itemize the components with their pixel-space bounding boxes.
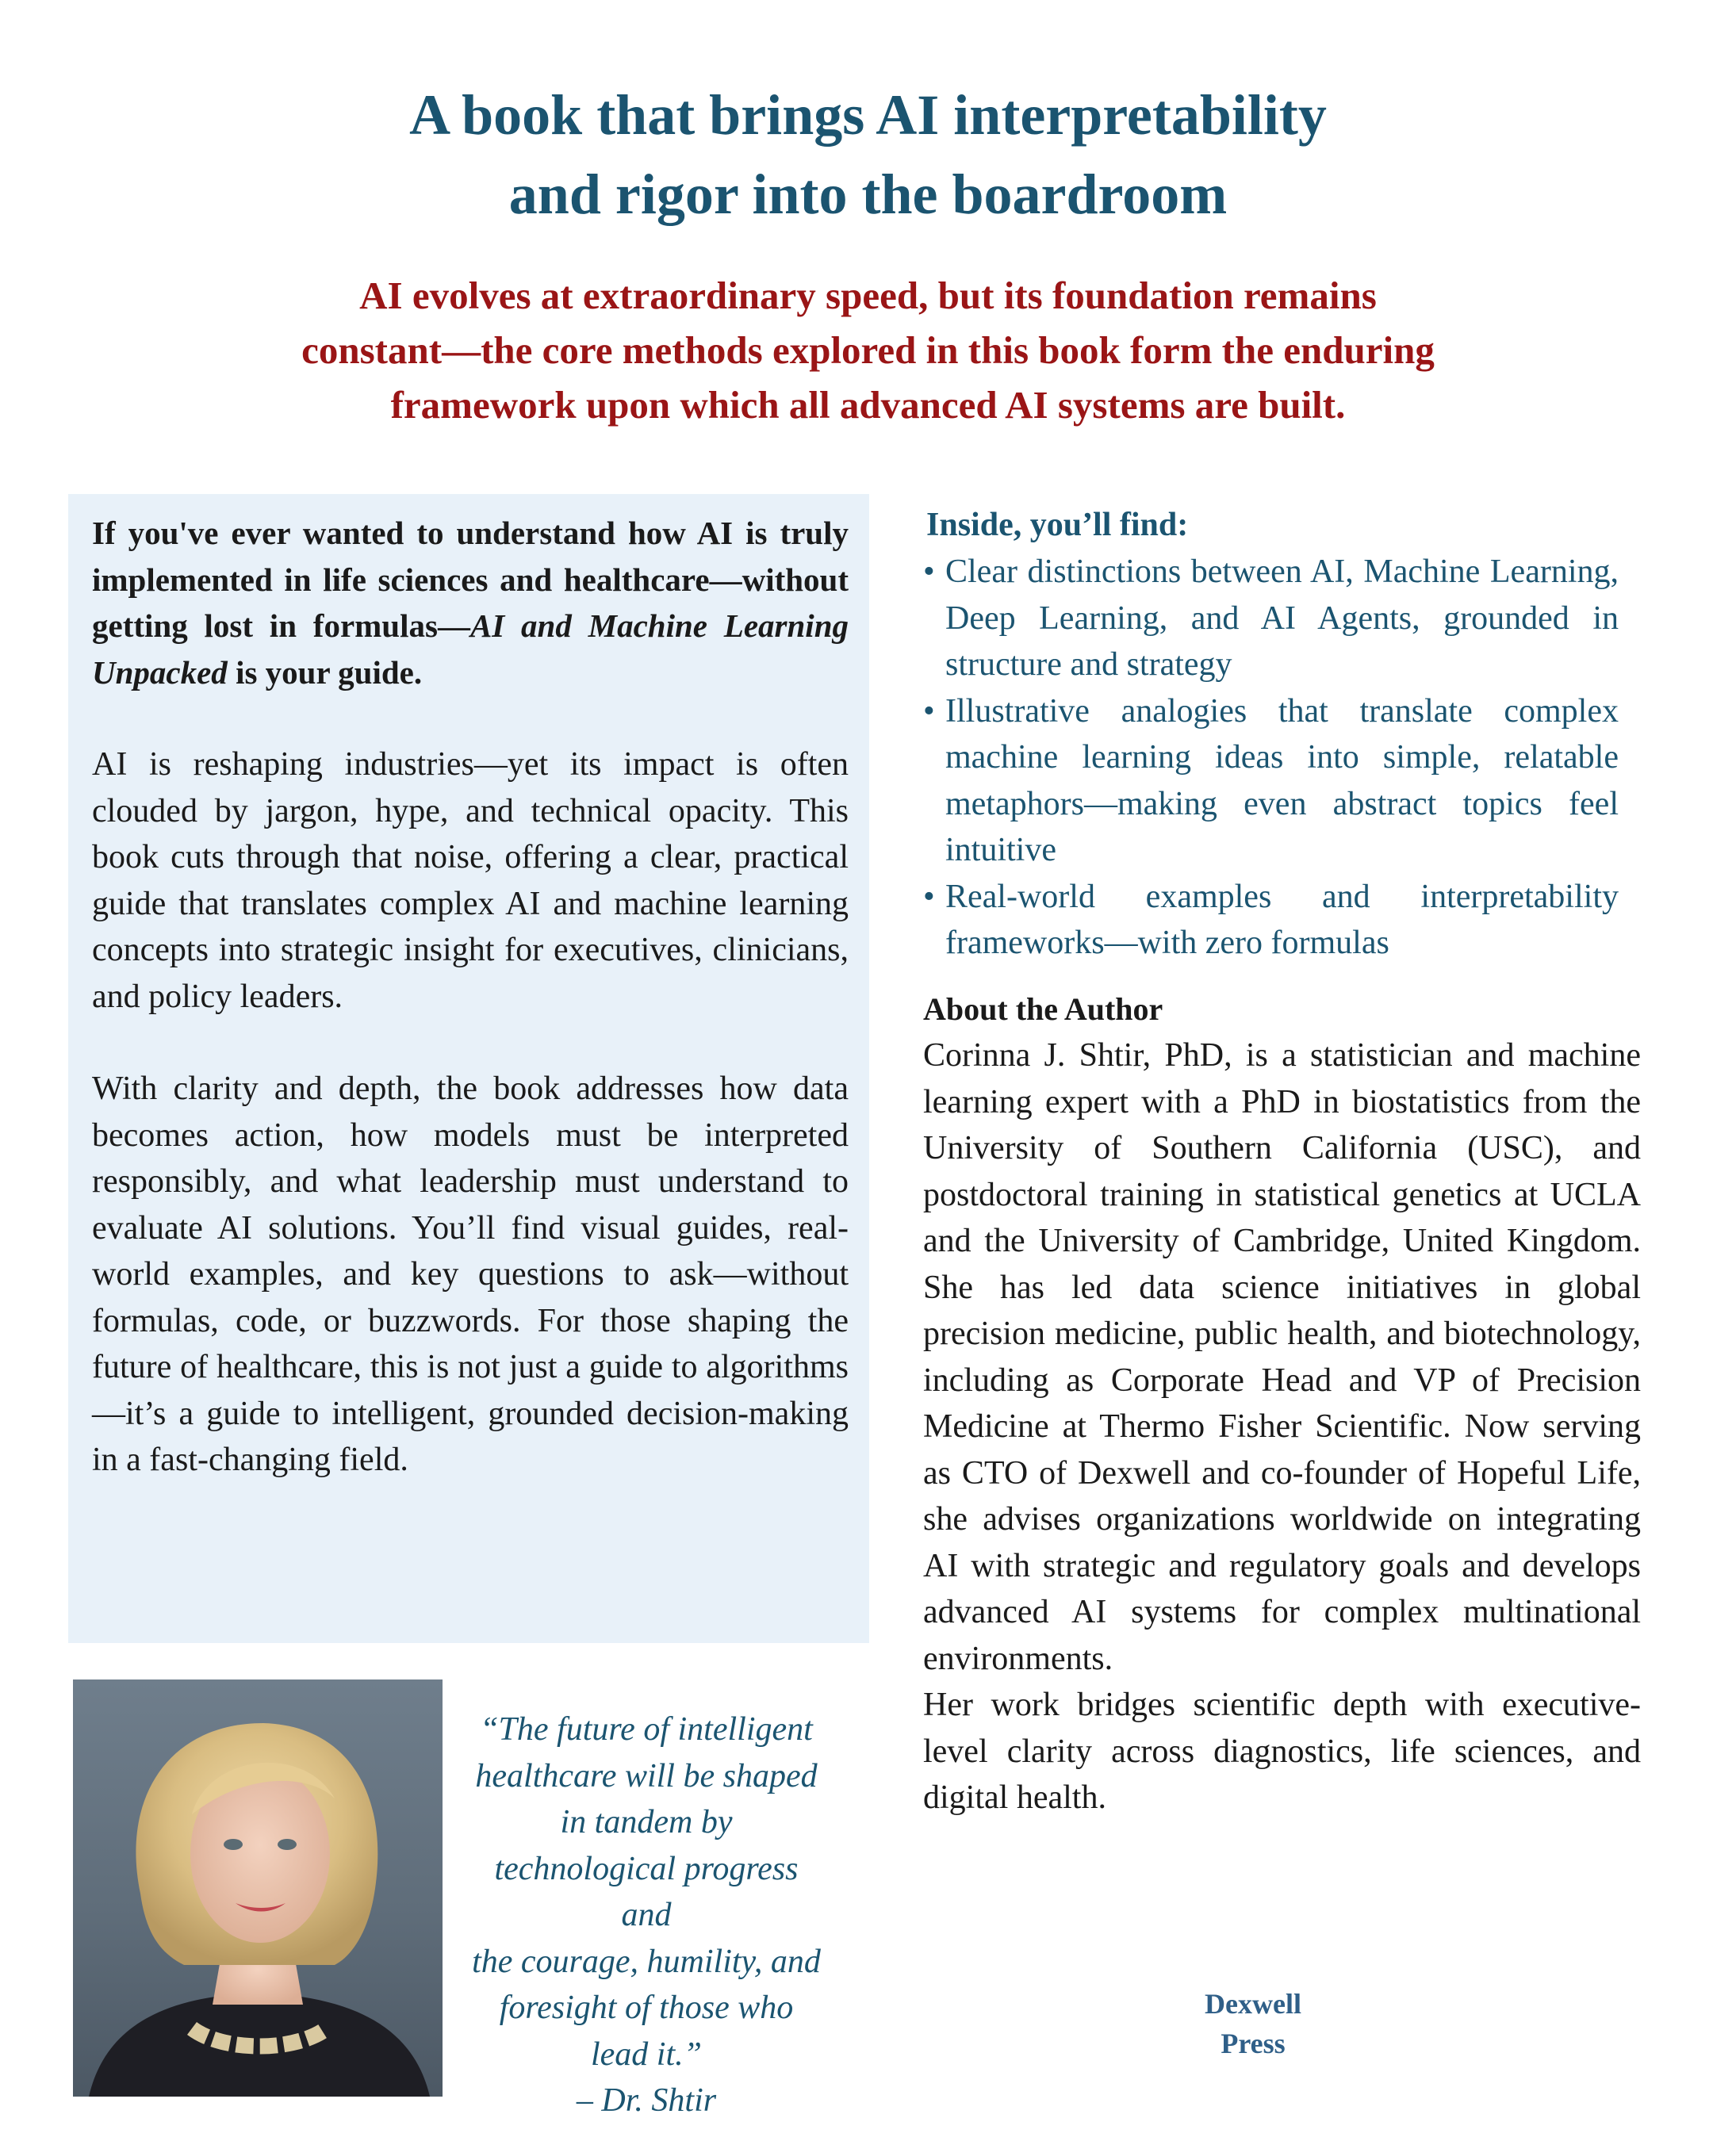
title-line-2: and rigor into the boardroom: [508, 163, 1228, 226]
bullet-icon: •: [923, 692, 935, 730]
inside-list: [923, 549, 1619, 967]
publisher-name: [1142, 1984, 1364, 2063]
bullet-icon: •: [923, 553, 935, 590]
quote-line: technological progress and: [494, 1850, 799, 1933]
about-author-heading: About the Author: [923, 991, 1163, 1027]
subtitle-line-3: framework upon which all advanced AI systems are built.: [390, 383, 1346, 427]
quote-line: “The future of intelligent: [480, 1711, 813, 1748]
about-paragraph-1: Corinna J. Shtir, PhD, is a statistician and machine learning expert with a PhD in biostatistics from the University of Southern California (USC), and postdoctoral training in statistical genetics at UCLA and the University of Cambridge, United Kingdom. She has led data science initiatives in global precision medicine, public health, and biotechnology, including as Corporate Head and VP of Precision Medicine at Thermo Fisher Scientific. Now serving as CTO of Dexwell and co-founder of Hopeful Life, she advises organizations worldwide on integrating AI with strategic and regulatory goals and develops advanced AI systems for complex multinational environments.: [923, 1037, 1641, 1677]
author-quote: [468, 1706, 825, 2124]
list-item-text: Clear distinctions between AI, Machine Learning, Deep Learning, and AI Agents, grounded in structure and strategy: [945, 553, 1619, 683]
page-title: [0, 75, 1736, 234]
lead-paragraph: [92, 510, 849, 695]
subtitle-line-1: AI evolves at extraordinary speed, but its foundation remains: [359, 274, 1377, 317]
list-item: [923, 688, 1619, 874]
list-item-text: Real-world examples and interpretability frameworks—with zero formulas: [945, 878, 1619, 961]
page-subtitle: [111, 268, 1625, 432]
description-paragraph-2: With clarity and depth, the book addresses how data becomes action, how models must be interpreted responsibly, and what leadership must understand to evaluate AI solutions. You’ll find visual guides, real-world examples, and key questions to ask—without formulas, code, or buzzwords. For those shaping the future of healthcare, this is not just a guide to algorithms—it’s a guide to intelligent, grounded decision-making in a fast-changing field.: [92, 1070, 849, 1478]
quote-attribution: – Dr. Shtir: [576, 2082, 717, 2119]
subtitle-line-2: constant—the core methods explored in this book form the enduring: [301, 328, 1435, 372]
bullet-icon: •: [923, 878, 935, 915]
lead-start: If you've ever wanted to understand how AI is truly implemented in life sciences and healthcare—without getting lost in formulas—: [92, 515, 849, 644]
inside-heading: Inside, you’ll find:: [926, 507, 1189, 543]
quote-line: foresight of those who: [499, 1990, 794, 2026]
quote-line: in tandem by: [560, 1804, 733, 1840]
title-line-1: A book that brings AI interpretability: [409, 83, 1327, 147]
quote-line: healthcare will be shaped: [475, 1757, 818, 1794]
author-photo: [73, 1679, 443, 2097]
book-title: AI and Machine Learning Unpacked: [92, 607, 849, 691]
about-paragraph-2: Her work bridges scientific depth with executive-level clarity across diagnostics, life sciences, and digital health.: [923, 1687, 1641, 1816]
description-paragraph-1: AI is reshaping industries—yet its impact is often clouded by jargon, hype, and technical opacity. This book cuts through that noise, offering a clear, practical guide that translates complex AI and machine learning concepts into strategic insight for executives, clinicians, and policy leaders.: [92, 746, 849, 1015]
book-description-panel: [68, 494, 869, 1643]
lead-end: is your guide.: [227, 653, 423, 691]
list-item: [923, 874, 1619, 967]
publisher-line-2: Press: [1221, 2028, 1286, 2059]
author-portrait-illustration: [73, 1679, 443, 2097]
quote-line: the courage, humility, and: [472, 1943, 821, 1980]
list-item: [923, 549, 1619, 688]
quote-line: lead it.”: [590, 2036, 702, 2073]
about-author-body: [923, 1032, 1641, 1821]
list-item-text: Illustrative analogies that translate complex machine learning ideas into simple, relatable metaphors—making even abstract topics feel intuitive: [945, 692, 1619, 868]
publisher-line-1: Dexwell: [1205, 1988, 1301, 2020]
